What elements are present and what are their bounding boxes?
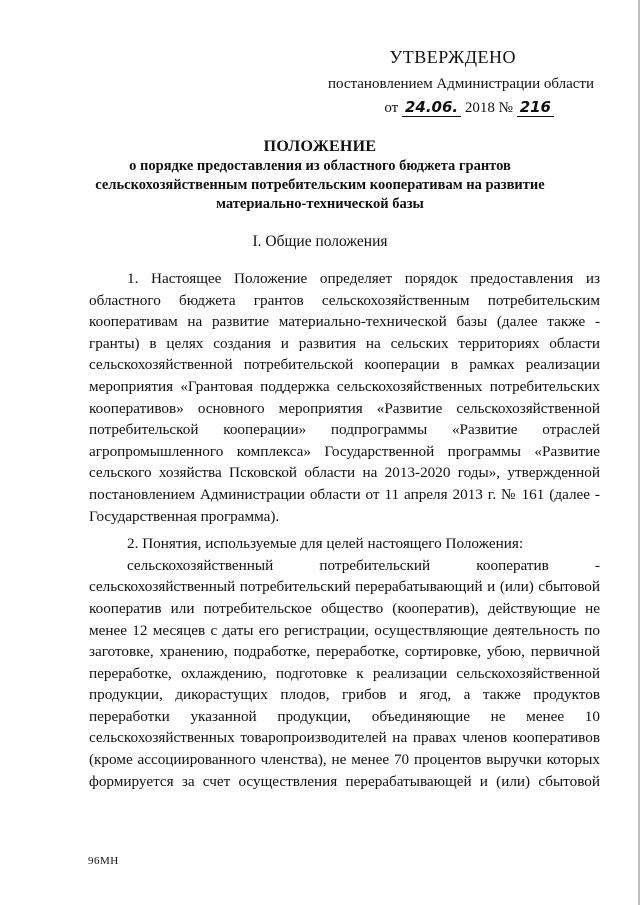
approved-label: УТВЕРЖДЕНО [389,47,516,67]
date-year: 2018 № [464,100,513,116]
title-line-2: сельскохозяйственным потребительским кооперативам на развитие [95,177,545,193]
document-title: ПОЛОЖЕНИЕ [263,138,377,155]
document-body [89,268,600,792]
section-heading: I. Общие положения [252,233,388,250]
approved-by-text: постановлением Администрации области [327,76,594,92]
paragraph-2: 2. Понятия, используемые для целей настоящего Положения: [127,535,524,553]
document-title-block [60,137,580,214]
approval-date-line [328,97,554,118]
footer-code: 96МН [88,855,119,867]
handwritten-date: 24.06. [402,98,461,117]
date-prefix: от [384,100,399,116]
title-line-1: о порядке предоставления из областного бюджета грантов [129,158,511,174]
paragraph-1: 1. Настоящее Положение определяет порядок предоставления из областного бюджета грантов сельскохозяйственным потребительским кооперативам на развитие материально-технической базы (далее также - гранты) в целях создания и развития на сельских территориях области сельскохозяйственной потребительской кооперации в рамках реализации мероприятия «Грантовая поддержка сельскохозяйственных потребительских кооперативов» основного мероприятия «Развитие сельскохозяйственной потребительской кооперации» подпрограммы «Развитие отраслей агропромышленного комплекса» Государственной программы «Развитие сельского хозяйства Псковской области на 2013-2020 годы», утвержденной постановлением Администрации области от 11 апреля 2013 г. № 161 (далее - Государственная программа). [89,270,600,525]
handwritten-number: 216 [517,98,554,117]
title-line-3: материально-технической базы [216,196,424,212]
paragraph-3: сельскохозяйственный потребительский кооператив - сельскохозяйственный потребительский перерабатывающий и (или) сбытовой кооператив или потребительское общество (кооператив), действующие не менее 12 месяцев с даты его регистрации, осуществляющие деятельность по заготовке, хранению, подработке, переработке, сортировке, убою, первичной переработке, охлаждению, подготовке к реализации сельскохозяйственной продукции, дикорастущих плодов, грибов и ягод, а также продуктов переработки указанной продукции, объединяющие не менее 10 сельскохозяйственных товаропроизводителей на правах членов кооперативов (кроме ассоциированного членства), не менее 70 процентов выручки которых формируется за счет осуществления перерабатывающей и (или) сбытовой [89,556,600,790]
approval-block [328,46,594,118]
